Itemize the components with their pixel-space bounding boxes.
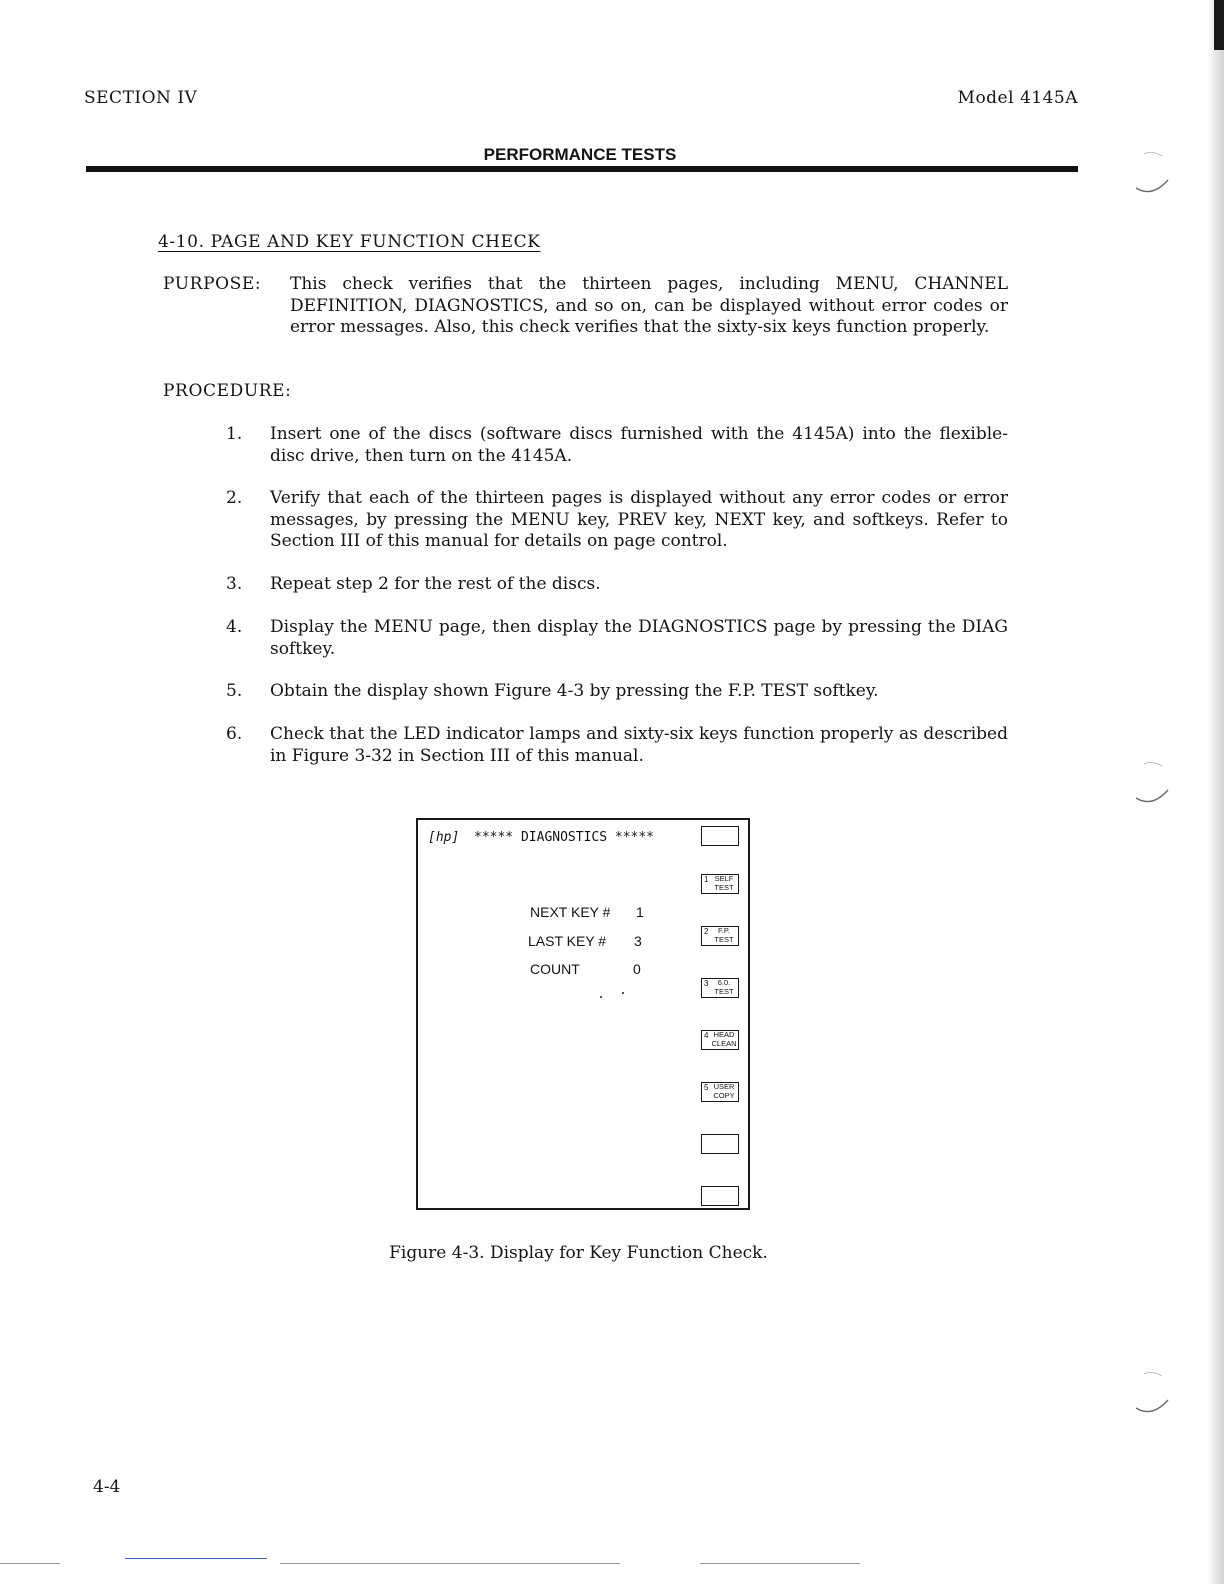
next-key-label: NEXT KEY # — [530, 904, 611, 920]
softkey-fp-test[interactable] — [701, 926, 739, 946]
diagnostics-display-figure — [416, 818, 750, 1210]
display-speck — [622, 992, 624, 994]
display-speck — [600, 996, 602, 998]
count-label: COUNT — [530, 961, 580, 977]
step-text: Display the MENU page, then display the DIAGNOSTICS page by pressing the DIAG softkey. — [270, 617, 1008, 659]
scan-artifact-line — [125, 1558, 267, 1559]
purpose-label: PURPOSE: — [163, 274, 262, 294]
softkey-label: USER COPY — [713, 1082, 735, 1100]
step-number: 5. — [226, 681, 243, 701]
next-key-value: 1 — [636, 904, 644, 920]
softkey-blank-top[interactable] — [701, 826, 739, 846]
step-number: 4. — [226, 617, 243, 637]
step-number: 1. — [226, 424, 243, 444]
figure-caption: Figure 4-3. Display for Key Function Check. — [389, 1243, 768, 1263]
step-number: 2. — [226, 488, 243, 508]
step-text: Repeat step 2 for the rest of the discs. — [270, 574, 601, 594]
softkey-user-copy[interactable] — [701, 1082, 739, 1102]
scan-artifact-dash — [0, 1563, 60, 1564]
softkey-number: 3 — [704, 979, 709, 988]
step-text: Insert one of the discs (software discs furnished with the 4145A) into the flexible-disc drive, then turn on the 4145A. — [270, 424, 1008, 466]
softkey-number: 2 — [704, 927, 709, 936]
page-number: 4-4 — [93, 1477, 121, 1497]
softkey-label: SELF TEST — [714, 874, 734, 892]
step-text: Check that the LED indicator lamps and sixty-six keys function properly as described in Figure 3-32 in Section III of this manual. — [270, 724, 1008, 766]
softkey-number: 4 — [704, 1031, 709, 1040]
model-label: Model 4145A — [957, 88, 1078, 108]
scan-artifact-dash — [700, 1563, 860, 1564]
step-text: Obtain the display shown Figure 4-3 by pressing the F.P. TEST softkey. — [270, 681, 879, 701]
binder-hole-mark-middle — [1130, 760, 1170, 804]
scan-edge-bar — [1214, 0, 1224, 50]
page-title: PERFORMANCE TESTS — [483, 145, 677, 164]
purpose-text: This check verifies that the thirteen pages, including MENU, CHANNEL DEFINITION, DIAGNOSTICS, and so on, can be displayed without error codes or error messages. Also, this check verifies that the sixty-six keys function properly. — [290, 274, 1008, 337]
softkey-number: 5 — [704, 1083, 709, 1092]
display-title: ***** DIAGNOSTICS ***** — [474, 830, 655, 845]
softkey-label: 6.0. TEST — [714, 978, 734, 996]
softkey-self-test[interactable] — [701, 874, 739, 894]
scan-artifact-dash — [280, 1563, 620, 1564]
softkey-blank[interactable] — [701, 1134, 739, 1154]
binder-hole-mark-bottom — [1130, 1370, 1170, 1414]
softkey-head-clean[interactable] — [701, 1030, 739, 1050]
softkey-blank-bottom[interactable] — [701, 1186, 739, 1206]
step-text: Verify that each of the thirteen pages is displayed without any error codes or error messages, by pressing the MENU key, PREV key, NEXT key, and softkeys. Refer to Section III of this manual for details on page control. — [270, 488, 1008, 551]
count-value: 0 — [633, 961, 641, 977]
page-edge-shadow — [1208, 0, 1224, 1584]
step-number: 3. — [226, 574, 243, 594]
procedure-label: PROCEDURE: — [163, 381, 292, 401]
section-heading: 4-10. PAGE AND KEY FUNCTION CHECK — [158, 232, 541, 252]
softkey-label: F.P. TEST — [714, 926, 734, 944]
softkey-label: HEAD CLEAN — [711, 1030, 737, 1048]
softkey-60-test[interactable] — [701, 978, 739, 998]
step-number: 6. — [226, 724, 243, 744]
section-label: SECTION IV — [84, 88, 198, 108]
header-rule — [86, 166, 1078, 172]
last-key-label: LAST KEY # — [528, 933, 607, 949]
last-key-value: 3 — [634, 933, 642, 949]
hp-logo: [hp] — [428, 830, 460, 845]
softkey-number: 1 — [704, 875, 709, 884]
